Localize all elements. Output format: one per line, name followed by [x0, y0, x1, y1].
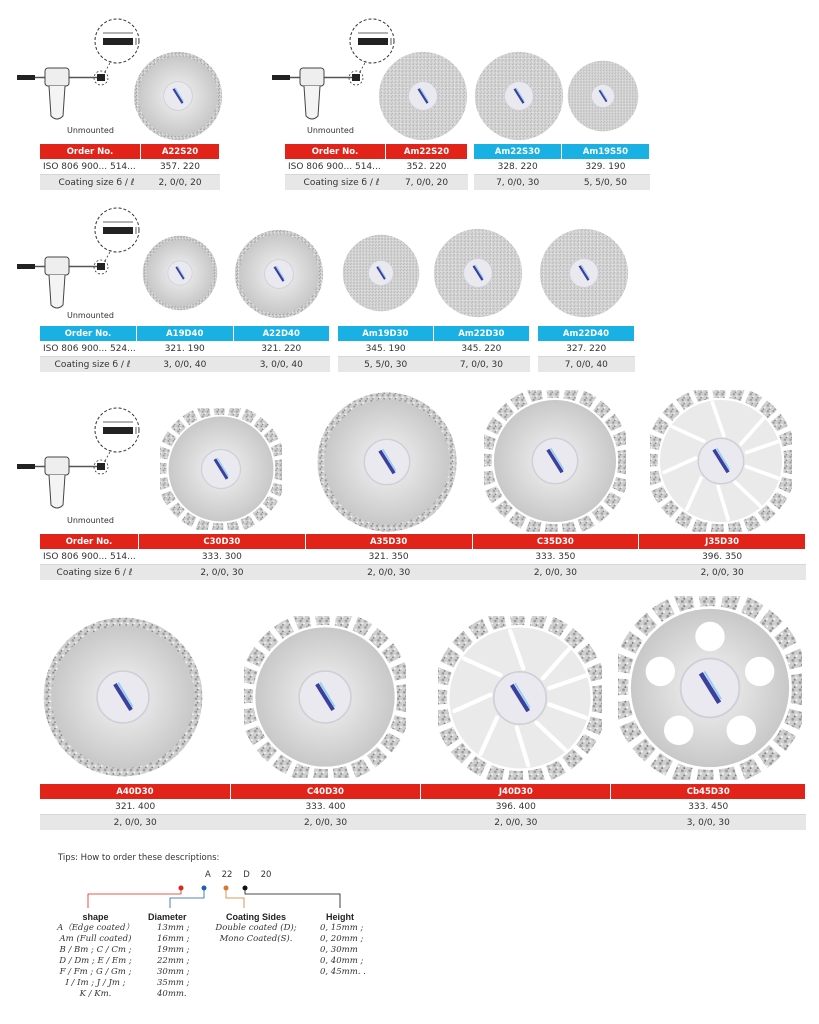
disc-J40D30: [438, 616, 602, 780]
table-cell: Order No.: [40, 534, 139, 549]
table-cell: Am22D40: [538, 326, 635, 341]
table-cell: 321. 350: [305, 549, 472, 565]
table-cell: ISO 806 900... 524...: [40, 341, 137, 357]
table-cell: 2, 0/0, 30: [139, 565, 306, 581]
table-row: [40, 815, 806, 831]
table-cell: 328. 220: [474, 159, 561, 175]
shape-line: F / Fm ; G / Gm ;: [59, 967, 132, 977]
table-cell: 7, 0/0, 40: [538, 357, 635, 373]
table-cell: 7, 0/0, 30: [433, 357, 529, 373]
table-cell: 329. 190: [561, 159, 649, 175]
example-height: 20: [260, 870, 272, 880]
table-row: [40, 565, 806, 581]
table-cell: Coating size б / ℓ: [40, 357, 137, 373]
shape-line: K / Km.: [79, 989, 112, 999]
diameter-line: 35mm ;: [157, 978, 190, 988]
table-cell: 3, 0/0, 40: [137, 357, 234, 373]
diameter-title: Diameter: [148, 912, 187, 922]
table-cell: 333. 350: [472, 549, 639, 565]
diameter-line: 16mm ;: [157, 934, 190, 944]
table-row: [40, 799, 806, 815]
table-cell: 327. 220: [538, 341, 635, 357]
tool-diagram-1a: [15, 16, 145, 126]
table-row: [40, 159, 220, 175]
table-cell: 2, 0/0, 30: [421, 815, 611, 831]
table-cell: 3, 0/0, 40: [233, 357, 330, 373]
unmounted-label: Unmounted: [307, 126, 354, 135]
table-cell: J40D30: [421, 784, 611, 799]
diameter-line: 13mm ;: [157, 923, 190, 933]
table-cell: 2, 0/0, 30: [230, 815, 420, 831]
table-section2-g3: [538, 326, 635, 372]
table-cell: 333. 400: [230, 799, 420, 815]
disc-Am22S20: [378, 51, 468, 141]
table-row: [40, 326, 330, 341]
unmounted-label: Unmounted: [67, 126, 114, 135]
table-cell: 321. 400: [40, 799, 230, 815]
disc-J35D30: [650, 390, 792, 532]
disc-Am19S50: [567, 60, 639, 132]
table-cell: 2, 0/0, 30: [40, 815, 230, 831]
table-cell: ISO 806 900... 514...: [285, 159, 386, 175]
height-line: 0, 15mm ;: [320, 923, 364, 933]
tips-title: Tips: How to order these descriptions:: [58, 853, 220, 863]
coating-label: Coating size б / ℓ: [40, 175, 141, 191]
example-diameter: 22: [221, 870, 233, 880]
table-cell: Am22S20: [386, 144, 468, 159]
height-line: 0, 45mm. .: [320, 967, 366, 977]
example-code: [205, 870, 271, 880]
table-cell: 345. 190: [338, 341, 433, 357]
table-row: [474, 159, 650, 175]
height-line: 0, 40mm ;: [320, 956, 364, 966]
disc-C35D30: [484, 390, 626, 532]
table-cell: 321. 190: [137, 341, 234, 357]
table-row: [285, 159, 468, 175]
table-section2-g2: [338, 326, 530, 372]
height-title: Height: [326, 912, 354, 922]
shape-line: Am (Full coated): [59, 934, 132, 944]
table-row: [285, 144, 468, 159]
table-row: [538, 341, 635, 357]
table-cell: Am22S30: [474, 144, 561, 159]
shape-line: I / Im ; J / Jm ;: [65, 978, 126, 988]
shape-title: shape: [82, 912, 109, 922]
shape-column: [48, 912, 143, 1000]
table-row: [338, 326, 530, 341]
table-cell: 5, 5/0, 30: [338, 357, 433, 373]
table-cell: C40D30: [230, 784, 420, 799]
coating-sides-line: Mono Coated(S).: [219, 934, 293, 944]
diameter-line: 22mm ;: [157, 956, 190, 966]
disc-A40D30: [42, 616, 204, 778]
table-cell: 333. 450: [611, 799, 806, 815]
disc-Am22D30: [433, 228, 523, 318]
shape-line: A（Edge coated）: [57, 923, 134, 933]
coating-sides-line: Double coated (D);: [215, 923, 297, 933]
disc-Am19D30: [342, 234, 420, 312]
example-shape: A: [205, 870, 211, 880]
table-cell: 7, 0/0, 20: [386, 175, 468, 191]
table-cell: Am22D30: [433, 326, 529, 341]
table-row: [40, 144, 220, 159]
table-cell: A22S20: [141, 144, 220, 159]
table-cell: 345. 220: [433, 341, 529, 357]
height-line: 0, 20mm ;: [320, 934, 364, 944]
shape-line: B / Bm ; C / Cm ;: [59, 945, 132, 955]
table-cell: 321. 220: [233, 341, 330, 357]
table-cell: 2, 0/0, 20: [141, 175, 220, 191]
table-cell: C35D30: [472, 534, 639, 549]
disc-Am22D40: [539, 228, 629, 318]
table-cell: Order No.: [285, 144, 386, 159]
iso-label: ISO 806 900... 514...: [40, 159, 141, 175]
diameter-line: 40mm.: [157, 989, 187, 999]
table-section2-g1: [40, 326, 330, 372]
table-cell: 3, 0/0, 30: [611, 815, 806, 831]
table-cell: 396. 350: [639, 549, 806, 565]
table-cell: A19D40: [137, 326, 234, 341]
unmounted-label: Unmounted: [67, 516, 114, 525]
height-column: [316, 912, 386, 978]
table-row: [474, 175, 650, 191]
table-cell: 333. 300: [139, 549, 306, 565]
table-cell: 7, 0/0, 30: [474, 175, 561, 191]
table-cell: A35D30: [305, 534, 472, 549]
table-row: [40, 357, 330, 373]
disc-A35D30: [316, 391, 458, 533]
coating-sides-title: Coating Sides: [225, 912, 286, 922]
diameter-line: 30mm ;: [157, 967, 190, 977]
diameter-column: [148, 912, 198, 1000]
table-section1-right-red: [285, 144, 468, 190]
table-cell: Am19S50: [561, 144, 649, 159]
table-cell: A40D30: [40, 784, 230, 799]
table-cell: 2, 0/0, 30: [639, 565, 806, 581]
disc-A19D40: [142, 235, 218, 311]
tips-connector-lines: [80, 882, 360, 912]
disc-C30D30: [160, 408, 282, 530]
table-row: [40, 549, 806, 565]
table-row: [40, 341, 330, 357]
table-cell: A22D40: [233, 326, 330, 341]
table-cell: J35D30: [639, 534, 806, 549]
disc-Cb45D30: [618, 596, 802, 780]
table-cell: Order No.: [40, 326, 137, 341]
shape-line: D / Dm ; E / Em ;: [59, 956, 132, 966]
table-section1-right-blue: [474, 144, 650, 190]
table-cell: C30D30: [139, 534, 306, 549]
table-cell: Coating size б / ℓ: [285, 175, 386, 191]
height-line: 0, 30mm: [320, 945, 358, 955]
table-cell: 2, 0/0, 30: [305, 565, 472, 581]
table-cell: 357. 220: [141, 159, 220, 175]
disc-A22D40: [234, 229, 324, 319]
table-section4: [40, 784, 806, 830]
tool-diagram-2: [15, 205, 145, 315]
disc-C40D30: [244, 616, 406, 778]
table-row: [338, 341, 530, 357]
table-row: [40, 784, 806, 799]
tool-diagram-3: [15, 405, 145, 515]
unmounted-label: Unmounted: [67, 311, 114, 320]
table-cell: Coating size б / ℓ: [40, 565, 139, 581]
table-row: [538, 357, 635, 373]
table-section1-left: [40, 144, 220, 190]
table-row: [40, 534, 806, 549]
table-cell: 352. 220: [386, 159, 468, 175]
table-cell: 2, 0/0, 30: [472, 565, 639, 581]
example-coating: D: [243, 870, 250, 880]
table-row: [40, 175, 220, 191]
table-cell: Cb45D30: [611, 784, 806, 799]
table-section3: [40, 534, 806, 580]
order-no-header: Order No.: [40, 144, 141, 159]
table-row: [538, 326, 635, 341]
table-cell: 396. 400: [421, 799, 611, 815]
table-row: [338, 357, 530, 373]
table-cell: ISO 806 900... 514...: [40, 549, 139, 565]
disc-A22S20: [133, 51, 223, 141]
diameter-line: 19mm ;: [157, 945, 190, 955]
disc-Am22S30: [474, 51, 564, 141]
table-row: [285, 175, 468, 191]
table-row: [474, 144, 650, 159]
table-cell: 5, 5/0, 50: [561, 175, 649, 191]
table-cell: Am19D30: [338, 326, 433, 341]
coating-sides-column: [206, 912, 306, 945]
